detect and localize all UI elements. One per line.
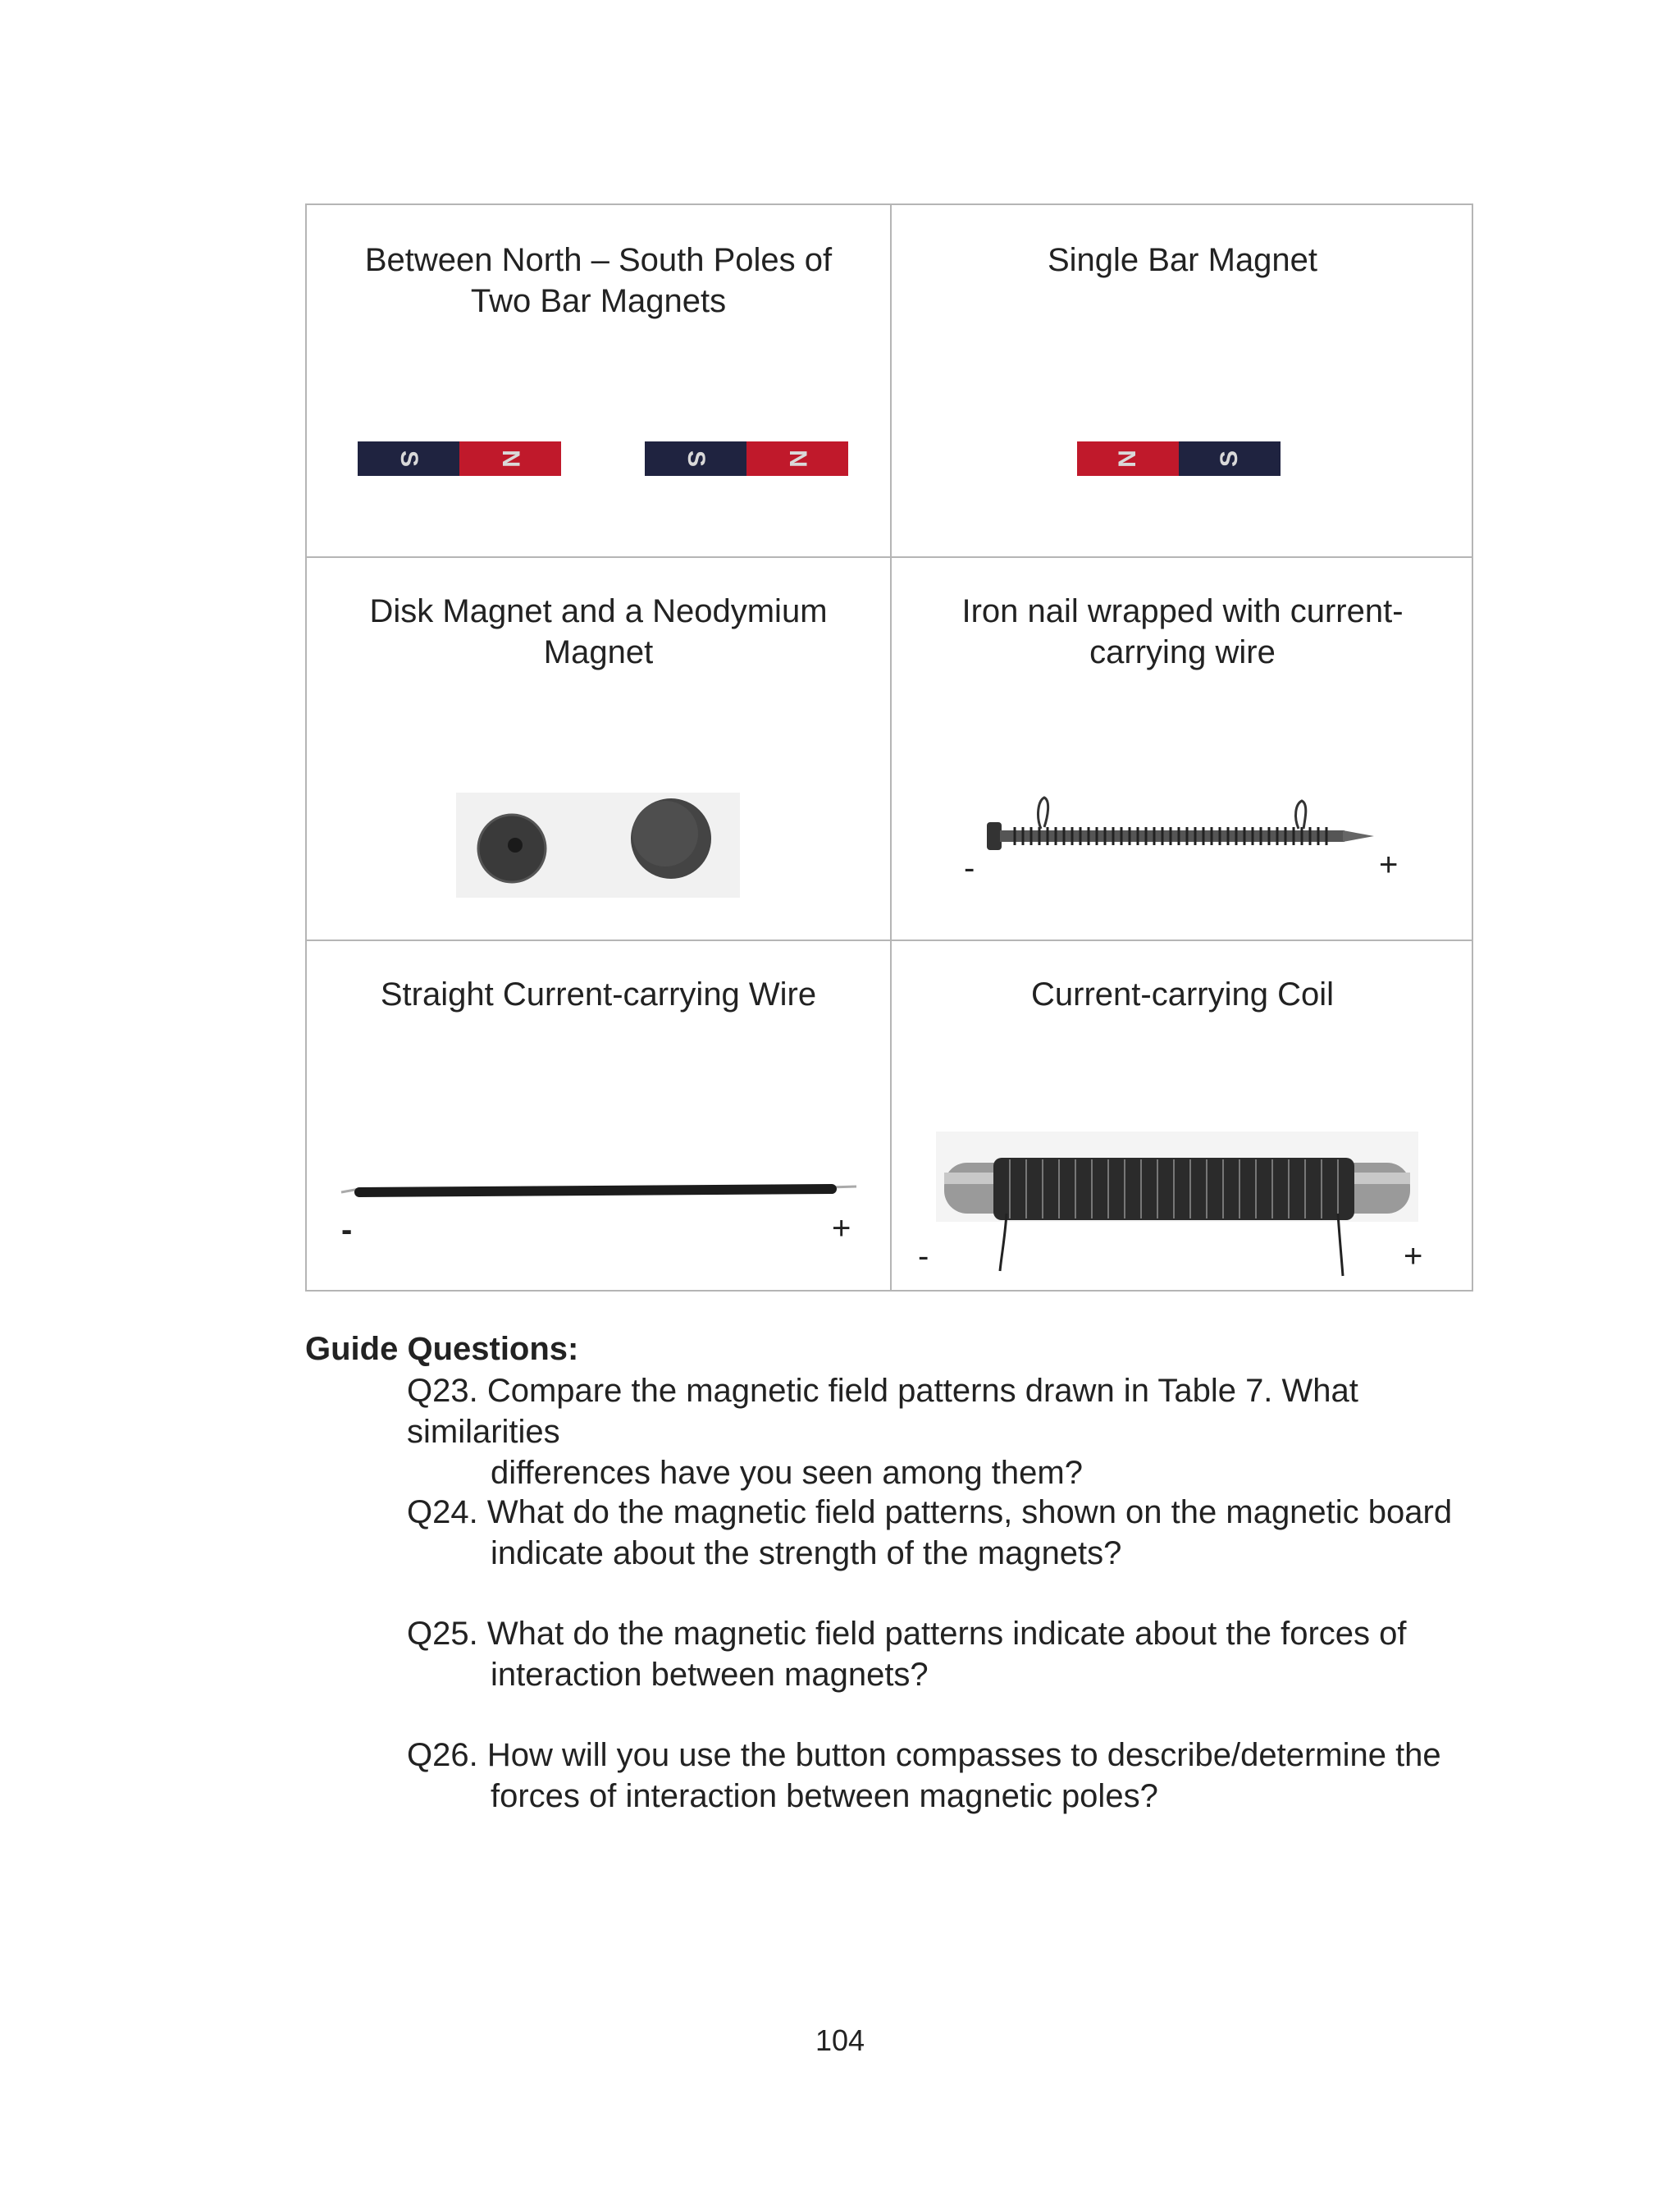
question-text-continued: indicate about the strength of the magnets? [491, 1535, 1122, 1571]
cell-disk-magnets [307, 558, 890, 940]
cell-title: Disk Magnet and a Neodymium Magnet [369, 593, 828, 670]
iron-nail-photo [982, 793, 1376, 858]
question-text-continued: interaction between magnets? [491, 1657, 929, 1693]
question-q25 [407, 1613, 1481, 1695]
bar-magnet-left [358, 441, 561, 476]
neodymium-disk-magnet [631, 798, 711, 879]
page-number: 104 [815, 2023, 865, 2057]
cell-iron-nail-electromagnet [892, 558, 1473, 940]
question-number: Q24. [407, 1494, 478, 1530]
single-bar-magnet [1077, 441, 1281, 476]
guide-questions-heading: Guide Questions: [305, 1331, 579, 1367]
coil-windings [1010, 1159, 1338, 1218]
cell-title: Straight Current-carrying Wire [380, 976, 817, 1013]
question-q26 [407, 1735, 1481, 1817]
question-text-continued: forces of interaction between magnetic poles? [491, 1778, 1158, 1814]
question-text: What do the magnetic field patterns indicate about the forces of [486, 1616, 1407, 1652]
cell-current-carrying-coil [892, 941, 1473, 1292]
cell-two-bar-magnets [307, 205, 890, 556]
south-pole-label: S [1216, 450, 1243, 468]
question-q23 [407, 1370, 1481, 1493]
south-pole-label: S [682, 450, 710, 468]
question-q24 [407, 1492, 1481, 1574]
cell-title: Current-carrying Coil [1031, 976, 1334, 1013]
north-pole-label: N [784, 450, 811, 468]
question-text-continued: differences have you seen among them? [491, 1455, 1083, 1491]
cell-single-bar-magnet [892, 205, 1473, 556]
bar-magnet-right [645, 441, 848, 476]
cell-title: Single Bar Magnet [1047, 242, 1318, 278]
positive-terminal-label: + [1404, 1238, 1423, 1274]
question-text: How will you use the button compasses to describe/determine the [486, 1737, 1441, 1773]
cell-title: Iron nail wrapped with current-carrying wire [961, 593, 1404, 670]
north-pole-label: N [1114, 450, 1141, 468]
straight-wire-photo [340, 1179, 858, 1204]
positive-terminal-label: + [1379, 847, 1399, 883]
question-number: Q26. [407, 1737, 478, 1773]
question-text: Compare the magnetic field patterns drawn in Table 7. What similarities [407, 1373, 1358, 1450]
negative-terminal-label: - [964, 850, 975, 886]
south-pole-label: S [395, 450, 422, 468]
coil-photo [936, 1132, 1418, 1279]
positive-terminal-label: + [832, 1210, 851, 1246]
question-text: What do the magnetic field patterns, shown on the magnetic board [486, 1494, 1453, 1530]
ring-magnet [477, 814, 546, 883]
cell-title: Between North – South Poles of Two Bar Magnets [364, 242, 833, 319]
negative-terminal-label: - [341, 1212, 353, 1248]
question-number: Q23. [407, 1373, 478, 1409]
disk-magnets-photo [456, 793, 740, 898]
negative-terminal-label: - [918, 1238, 929, 1274]
magnetic-field-table [305, 203, 1473, 1292]
north-pole-label: N [497, 450, 524, 468]
cell-straight-wire [307, 941, 890, 1292]
question-number: Q25. [407, 1616, 478, 1652]
